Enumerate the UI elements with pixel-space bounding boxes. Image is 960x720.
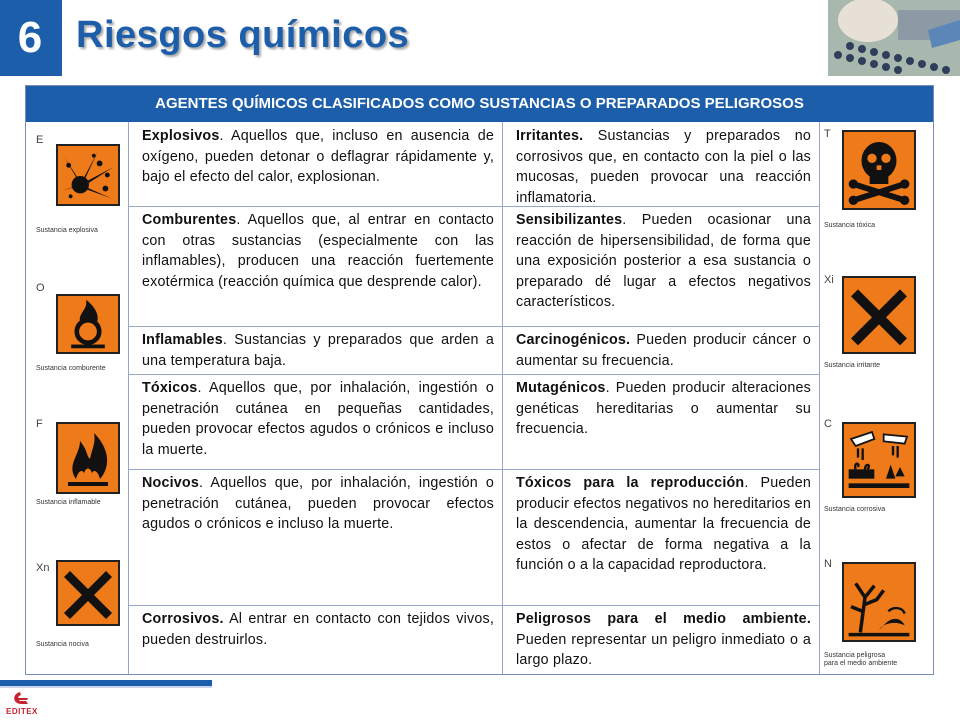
symbol-letter: Xn <box>36 562 50 574</box>
hazard-description: Pueden producir cáncer o aumentar su frecuencia. <box>516 332 811 369</box>
hazard-description: . Pueden producir alteraciones genéticas hereditarias o aumentar su frecuencia. <box>516 380 811 437</box>
hazard-description: . Aquellos que, por inhalación, ingestión o penetración cutánea, pueden provocar efectos agudos o crónicos e incluso la muerte. <box>142 475 494 532</box>
symbol-letter: N <box>824 558 832 570</box>
hazard-description: Al entrar en contacto con tejidos vivos, pueden destruirlos. <box>142 611 494 648</box>
symbol-caption: Sustancia inflamable <box>36 499 101 506</box>
hazard-description: Sustancias y preparados no corrosivos que, en contacto con la piel o las mucosas, pueden provocar una reacción inflamatoria. <box>516 128 811 206</box>
symbol-caption: Sustancia tóxica <box>824 222 875 229</box>
hazard-cell-toxicos <box>129 374 502 469</box>
hazard-table <box>25 85 934 675</box>
hazard-term: Tóxicos para la reproducción <box>516 475 745 491</box>
symbol-caption: Sustancia corrosiva <box>824 506 886 513</box>
symbol-caption: Sustancia peligrosa <box>824 652 886 659</box>
symbol-caption: Sustancia irritante <box>824 362 881 369</box>
dead-tree-icon <box>842 562 916 642</box>
hazard-term: Nocivos <box>142 475 200 491</box>
symbol-letter: O <box>36 282 45 294</box>
hazard-cell-explosivos <box>129 122 502 206</box>
hazard-cell-toxicos-reproduccion <box>503 469 819 605</box>
symbol-caption-line-2: para el medio ambiente <box>824 660 898 667</box>
hazard-term: Tóxicos <box>142 380 198 396</box>
hazard-term: Peligrosos para el medio ambiente. <box>516 611 811 627</box>
hazard-term: Irritantes. <box>516 128 584 144</box>
hazard-description: Pueden representar un peligro inmediato o a largo plazo. <box>516 631 811 668</box>
hazard-cell-corrosivos <box>129 605 502 674</box>
flame-over-circle-icon <box>56 294 120 354</box>
page-title: Riesgos químicos <box>76 14 410 56</box>
hazard-description: . Pueden ocasionar una reacción de hipersensibilidad, de forma que una exposición posterior a esa sustancia o preparado dé lugar a efectos negativos característicos. <box>516 212 811 310</box>
hazard-cell-carcinogenicos <box>503 326 819 374</box>
symbol-letter: C <box>824 418 832 430</box>
symbol-caption: Sustancia comburente <box>36 365 106 372</box>
hazard-cell-nocivos <box>129 469 502 605</box>
footer-line <box>0 686 212 688</box>
hazard-description: . Pueden producir efectos negativos no hereditarios en la descendencia, aumentar la frecuencia de estos o afectar de forma negativa a la función o a la capacidad reproductora. <box>516 475 811 573</box>
hazard-cell-medio-ambiente <box>503 605 819 674</box>
cross-icon <box>842 276 916 354</box>
hazard-term: Inflamables <box>142 332 223 348</box>
hazard-description: . Aquellos que, por inhalación, ingestión o penetración cutánea en pequeñas cantidades, pueden provocar efectos agudos o crónicos e incluso la muerte. <box>142 380 494 458</box>
symbol-letter: F <box>36 418 43 430</box>
hazard-term: Carcinogénicos. <box>516 332 631 348</box>
symbol-letter: T <box>824 128 831 140</box>
left-symbols-column <box>26 122 129 674</box>
corrosion-icon <box>842 422 916 498</box>
cross-icon <box>56 560 120 626</box>
hazard-description: . Sustancias y preparados que arden a una temperatura baja. <box>142 332 494 369</box>
hazard-cell-irritantes <box>503 122 819 206</box>
symbol-caption: Sustancia nociva <box>36 641 89 648</box>
hazard-term: Corrosivos. <box>142 611 224 627</box>
table-heading: AGENTES QUÍMICOS CLASIFICADOS COMO SUSTANCIAS O PREPARADOS PELIGROSOS <box>26 86 933 122</box>
hazard-term: Sensibilizantes <box>516 212 623 228</box>
publisher-name: EDITEX <box>6 707 38 716</box>
symbol-letter: E <box>36 134 44 146</box>
hazard-cell-comburentes <box>129 206 502 326</box>
hazard-term: Comburentes <box>142 212 237 228</box>
explosion-icon <box>56 144 120 206</box>
skull-icon <box>842 130 916 210</box>
symbol-letter: Xi <box>824 274 834 286</box>
hazard-cell-sensibilizantes <box>503 206 819 326</box>
hazard-term: Mutagénicos <box>516 380 606 396</box>
hazard-cell-mutagenicos <box>503 374 819 469</box>
hazard-term: Explosivos <box>142 128 220 144</box>
hazard-description: . Aquellos que, incluso en ausencia de oxígeno, pueden detonar o deflagrar rápidamente y, bajo el efecto del calor, explosionan. <box>142 128 494 185</box>
lab-photo <box>828 0 960 76</box>
flame-icon <box>56 422 120 494</box>
hazard-cell-inflamables <box>129 326 502 374</box>
hazard-description: . Aquellos que, al entrar en contacto con otras sustancias (especialmente con las inflamables), producen una reacción fuertemente exotérmica (reacción química que desprende calor). <box>142 212 494 290</box>
symbol-caption: Sustancia explosiva <box>36 227 98 234</box>
chapter-number: 6 <box>0 0 60 76</box>
right-symbols-column <box>819 122 933 674</box>
